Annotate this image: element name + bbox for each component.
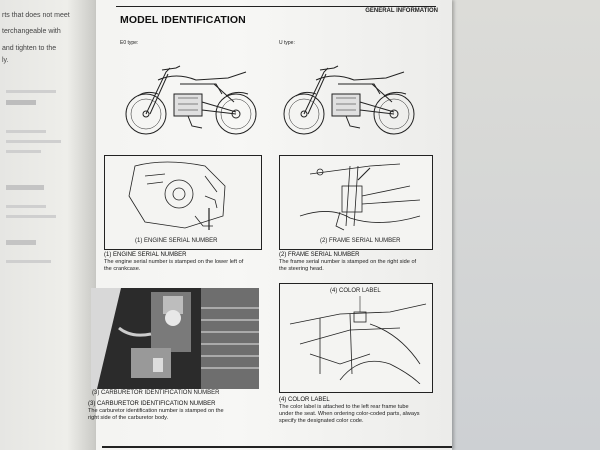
faded-text xyxy=(6,150,41,153)
carburetor-id-heading: (3) CARBURETOR IDENTIFICATION NUMBER xyxy=(88,401,216,407)
faded-text xyxy=(6,240,36,245)
frame-serial-text-line: the steering head. xyxy=(279,266,324,272)
ed-type-label: E0 type: xyxy=(120,40,139,46)
engine-serial-caption: (1) ENGINE SERIAL NUMBER xyxy=(135,238,218,244)
steering-head-drawing xyxy=(280,156,432,236)
ed-type-motorcycle-illustration xyxy=(118,54,268,144)
faded-text xyxy=(6,215,56,218)
engine-serial-text-line: The engine serial number is stamped on the lower left of xyxy=(104,259,244,265)
faded-text xyxy=(6,205,46,208)
engine-serial-text-line: the crankcase. xyxy=(104,266,141,272)
engine-serial-heading: (1) ENGINE SERIAL NUMBER xyxy=(104,252,187,258)
left-page-line: and tighten to the xyxy=(2,45,57,52)
left-page-line: ly. xyxy=(2,57,9,64)
frame-serial-heading: (2) FRAME SERIAL NUMBER xyxy=(279,252,360,258)
color-label-text-line: specify the designated color code. xyxy=(279,418,364,424)
color-label-caption: (4) COLOR LABEL xyxy=(330,288,381,294)
engine-crankcase-drawing xyxy=(105,156,261,236)
faded-text xyxy=(6,100,36,105)
left-page-line: rts that does not meet xyxy=(2,12,70,19)
left-facing-page xyxy=(0,0,96,450)
u-type-label: U type: xyxy=(279,40,295,46)
u-type-motorcycle-illustration xyxy=(276,54,426,144)
frame-serial-text-line: The frame serial number is stamped on the right side of xyxy=(279,259,417,265)
rear-frame-drawing xyxy=(280,284,432,384)
color-label-text-line: The color label is attached to the left rear frame tube xyxy=(279,404,409,410)
carburetor-photo-image xyxy=(91,288,259,389)
faded-text xyxy=(6,185,44,190)
faded-text xyxy=(6,130,46,133)
header-rule xyxy=(116,6,436,7)
carburetor-id-text-line: right side of the carburetor body. xyxy=(88,415,169,421)
color-label-text-line: under the seat. When ordering color-coded parts, always xyxy=(279,411,420,417)
faded-text xyxy=(6,90,56,93)
color-label-diagram-box xyxy=(279,283,433,393)
carburetor-id-text-line: The carburetor identification number is stamped on the xyxy=(88,408,224,414)
footer-rule xyxy=(102,446,452,448)
frame-serial-caption: (2) FRAME SERIAL NUMBER xyxy=(320,238,401,244)
color-label-heading: (4) COLOR LABEL xyxy=(279,397,330,403)
page-title: MODEL IDENTIFICATION xyxy=(120,14,246,26)
section-header: GENERAL INFORMATION xyxy=(365,8,438,14)
faded-text xyxy=(6,140,61,143)
manual-page xyxy=(88,0,452,450)
faded-text xyxy=(6,260,51,263)
background xyxy=(452,0,600,450)
carburetor-id-caption: (3) CARBURETOR IDENTIFICATION NUMBER xyxy=(92,390,220,396)
carburetor-photo xyxy=(91,288,259,389)
frame-serial-diagram-box xyxy=(279,155,433,250)
engine-serial-diagram-box xyxy=(104,155,262,250)
left-page-line: terchangeable with xyxy=(2,28,61,35)
